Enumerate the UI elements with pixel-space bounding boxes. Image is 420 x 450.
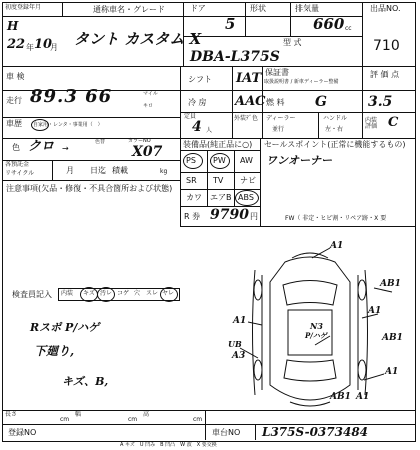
equip-navi: ナビ — [240, 176, 256, 185]
mark-a1-front: A1 — [330, 241, 344, 251]
name-label: 通称車名・グレード — [93, 5, 165, 14]
equip-sr: SR — [186, 176, 197, 185]
loading-unit: kg — [160, 168, 168, 175]
color-no-label: カラーNO — [128, 138, 151, 144]
width-unit: cm — [128, 416, 138, 423]
name-hw: タント カスタム X — [74, 30, 202, 48]
equip-pw: PW — [213, 156, 226, 165]
score-hw: 3.5 — [368, 94, 393, 110]
first-reg-month-hw: 10 — [34, 37, 53, 52]
insp-opt-rub: スレ — [146, 290, 159, 297]
mark-pahage: P/ハゲ — [305, 331, 327, 340]
insp-opt-hole: 穴 — [134, 290, 141, 297]
color-label: 色 — [12, 143, 20, 152]
mark-a1-left: A1 — [233, 316, 247, 326]
insp-opt-wear: ヤレ — [162, 290, 174, 297]
history-label: 車歴 — [6, 119, 22, 128]
color-change-suffix: 色替 — [95, 139, 106, 145]
check-label: 車 検 — [6, 72, 25, 81]
mark-a1-bottom: A1 — [356, 392, 370, 402]
equip-aw: AW — [240, 156, 253, 165]
r-value-hw: 9790 — [210, 207, 249, 223]
color-hw: クロ — [28, 139, 55, 154]
equipment-title: 装備品(純正品に○) — [183, 140, 253, 149]
length-unit: cm — [60, 416, 70, 423]
auction-label: 出品NO. — [370, 4, 401, 13]
mark-ub: UB — [228, 339, 242, 349]
mark-ab1-side: AB1 — [382, 333, 403, 343]
interior-hw: C — [388, 115, 399, 130]
equip-tv: TV — [213, 176, 224, 185]
dealer-label: ディーラー — [266, 115, 296, 122]
mark-a1-rear: A1 — [385, 367, 399, 377]
height-label: 高 — [143, 411, 150, 418]
warranty-sub: 取扱説明書 / 新車ディーラー整備 — [264, 79, 339, 85]
loading-label: 積載 — [112, 166, 128, 175]
mileage-hw: 89.3 66 — [30, 86, 113, 107]
date-day: 日迄 — [90, 166, 106, 175]
mark-a3: A3 — [232, 351, 246, 361]
ac-label: 冷 房 — [188, 98, 207, 107]
capacity-label: 定員 — [184, 113, 197, 120]
width-label: 幅 — [75, 411, 82, 418]
model-hw: DBA-L375S — [190, 49, 280, 65]
equip-abs: ABS — [238, 193, 254, 202]
note-line1-hw: Rスポ P/ハゲ — [30, 321, 100, 334]
chassis-hw: L375S-0373484 — [262, 425, 369, 439]
recycle-sub: リサイクル — [5, 170, 35, 177]
r-unit: 円 — [250, 212, 258, 221]
mark-a1-right: A1 — [368, 306, 382, 316]
notes-title: 注意事項(欠品・修復・不具合箇所および状態) — [6, 184, 173, 193]
sales-footer: FW（ 非定・ヒビ割・リペア跡・X 要 — [285, 215, 387, 222]
legend-text: A キズ U 凹み B 凹凸 W 波 X 要交換 — [120, 442, 217, 448]
equip-leather: カワ — [186, 193, 202, 202]
insp-opt-interior: 内装 — [61, 290, 74, 297]
dealer-sub: 並行 — [272, 126, 285, 133]
inspector-label: 検査員記入 — [12, 290, 52, 299]
chassis-label: 車台NO — [212, 428, 241, 437]
r-label: R 券 — [184, 212, 201, 221]
mileage-label: 走行 — [6, 96, 22, 105]
shift-label: シフト — [188, 75, 212, 84]
sales-title: セールスポイント(正常に機能するもの) — [264, 140, 406, 149]
mark-ab1-right: AB1 — [380, 279, 401, 289]
color-sep: → — [62, 144, 69, 153]
note-line2-hw: 下廻り, — [34, 344, 75, 358]
height-unit: cm — [193, 416, 203, 423]
shape-label: 形状 — [250, 4, 266, 13]
insp-opt-stain: 汚レ — [100, 290, 113, 297]
score-label: 評 価 点 — [370, 70, 400, 79]
year-kanji: 年 — [26, 43, 34, 52]
first-reg-label: 初度登録年月 — [5, 4, 42, 11]
door-label: ドア — [190, 4, 206, 13]
fuel-hw: G — [315, 94, 327, 110]
capacity-hw: 4 — [192, 119, 202, 135]
mileage-unit-mile: マイル — [143, 91, 158, 97]
handle-sub: 左・右 — [325, 126, 344, 133]
color-no-hw: X07 — [132, 144, 163, 160]
history-options: 自家用・レンタ・事業用（ ） — [33, 122, 103, 128]
interior-label: 内装評価 — [365, 117, 378, 130]
first-reg-year-hw: H — [7, 19, 19, 33]
displacement-unit: cc — [345, 25, 352, 32]
displacement-label: 排気量 — [295, 4, 319, 13]
color-change-label: 外装ﾃﾞ色 — [234, 115, 259, 122]
insp-opt-scratch: キズ — [83, 290, 95, 297]
equip-ps: PS — [186, 156, 196, 165]
mark-n3: N3 — [310, 321, 323, 331]
capacity-unit: 人 — [206, 127, 213, 134]
mileage-unit-km: キロ — [143, 103, 154, 109]
reg-label: 登録NO — [8, 428, 37, 437]
model-label: 型 式 — [283, 38, 302, 47]
first-reg-era-hw: 22 — [7, 37, 26, 52]
insp-opt-burn: コゲ — [117, 290, 130, 297]
door-hw: 5 — [225, 15, 236, 33]
sales-point-hw: ワンオーナー — [266, 154, 332, 167]
mark-ab1-bottom: AB1 — [330, 392, 351, 402]
month-kanji: 月 — [50, 43, 58, 52]
shift-hw: IAT — [236, 71, 262, 86]
handle-label: ハンドル — [323, 115, 348, 122]
equip-airbag: エアB — [210, 193, 232, 202]
auction-no: 710 — [373, 38, 400, 54]
warranty-label: 保証書 — [265, 68, 289, 77]
recycle-label: 各預託金 — [5, 161, 30, 168]
ac-hw: AAC — [235, 94, 266, 109]
date-month: 月 — [66, 166, 74, 175]
displacement-hw: 660 — [313, 15, 345, 33]
fuel-label: 燃 料 — [266, 98, 285, 107]
note-line3-hw: キズ、B, — [62, 375, 109, 388]
length-label: 長さ — [5, 411, 18, 418]
